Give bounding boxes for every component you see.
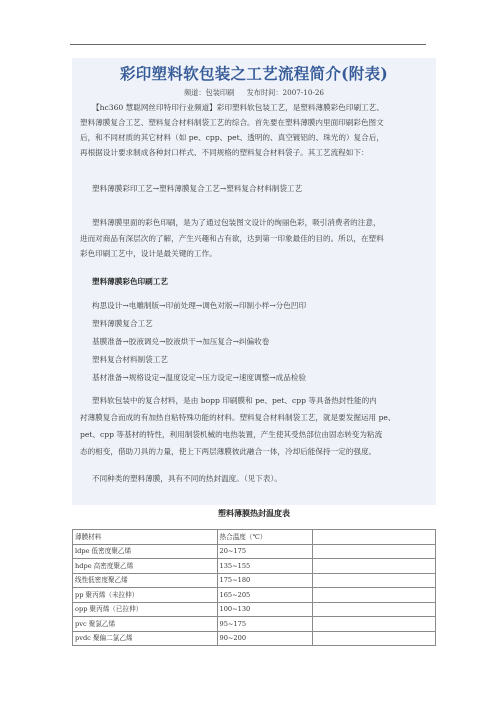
printing-line: 塑料薄膜里面的彩色印刷，是为了通过包装图文设计的绚丽色彩，吸引消费者的注意， (92, 218, 381, 227)
table-cell: opp 聚丙烯（已拉伸） (73, 602, 218, 617)
process-line: 塑料薄膜复合工艺 (92, 319, 153, 328)
table-cell (313, 631, 436, 646)
table-row (73, 573, 436, 588)
table-cell (313, 617, 436, 632)
table-row (73, 559, 436, 574)
table-cell: hdpe 高密度聚乙烯 (73, 559, 218, 574)
table-title: 塑料薄膜热封温度表 (218, 508, 290, 518)
table-header-row (73, 530, 436, 545)
table-row (73, 544, 436, 559)
table-cell: 175~180 (217, 573, 313, 588)
composite-line: pet、cpp 等基材的特性，利用制袋机械的电热装置，产生使其受热部位由固态转变为粘流 (80, 430, 383, 439)
table-cell: 线性低密度聚乙烯 (73, 573, 218, 588)
composite-line: 塑料软包装中的复合材料，是由 bopp 印刷膜和 pe、pet、cpp 等具备热封性能的内 (92, 396, 377, 405)
flow-summary: 塑料薄膜彩印工艺→塑料薄膜复合工艺→塑料复合材料制袋工艺 (92, 184, 303, 193)
table-header-cell: 热合温度（℃） (217, 530, 313, 545)
header-divider (70, 44, 426, 45)
table-cell: 135~155 (217, 559, 313, 574)
intro-line: 【hc360 慧聪网丝印特印行业频道】彩印塑料软包装工艺，是塑料薄膜彩色印刷工艺、 (92, 103, 384, 112)
table-cell (313, 588, 436, 603)
temperature-note: 不同种类的塑料薄膜，具有不同的热封温度。（见下表）。 (92, 474, 282, 483)
table-cell: ldpe 低密度聚乙烯 (73, 544, 218, 559)
section-heading: 塑料薄膜彩色印刷工艺 (92, 277, 168, 286)
process-line: 构思设计→电雕制版→印前处理→调色对版→印制小样→分色凹印 (92, 301, 307, 310)
printing-line: 彩色印刷工艺中，设计是最关键的工作。 (80, 249, 217, 258)
process-line: 塑料复合材料制袋工艺 (92, 355, 168, 364)
intro-line: 再根据设计要求制成各种封口样式、不同规格的塑料复合材料袋子。其工艺流程如下： (80, 148, 369, 157)
table-cell: 100~130 (217, 602, 313, 617)
table-cell: 90~200 (217, 631, 313, 646)
table-row (73, 602, 436, 617)
article-meta (72, 88, 436, 98)
table-cell: 95~175 (217, 617, 313, 632)
table-cell: pvc 聚氯乙烯 (73, 617, 218, 632)
channel-label: 频道：包装印刷 (183, 88, 235, 97)
table-cell (313, 559, 436, 574)
table-cell: 165~205 (217, 588, 313, 603)
process-line: 基材准备→规格设定→温度设定→压力设定→速度调整→成品检验 (92, 373, 307, 382)
process-line: 基膜准备→胶液调兑→胶液烘干→加压复合→纠偏收卷 (92, 337, 270, 346)
intro-line: 后，和不同材质的其它材料（如 pe、cpp、pet、透明的、真空镀铝的、珠光的）复合后， (80, 133, 384, 142)
table-header-cell: 薄膜材料 (73, 530, 218, 545)
table-cell: pp 聚丙烯（未拉伸） (73, 588, 218, 603)
printing-line: 进而对商品有深层次的了解，产生兴趣和占有欲，达到第一印象最佳的目的。所以，在塑料 (80, 234, 384, 243)
intro-line: 塑料薄膜复合工艺、塑料复合材料制袋工艺的综合。首先要在塑料薄膜内里面印刷彩色图文 (80, 118, 384, 127)
composite-line: 态的相变，借助刀具的力量，使上下两层薄膜彼此融合一体，冷却后能保持一定的强度。 (80, 447, 377, 456)
table-row (73, 631, 436, 646)
composite-line: 衬薄膜复合而成的有加热自粘特殊功能的材料。塑料复合材料制袋工艺，就是要发掘运用 pe、 (80, 413, 396, 422)
table-header-cell (313, 530, 436, 545)
table-cell (313, 602, 436, 617)
heat-seal-table (72, 529, 436, 646)
table-cell (313, 573, 436, 588)
table-row (73, 588, 436, 603)
table-cell: pvdc 聚偏二氯乙烯 (73, 631, 218, 646)
publish-time: 发布时间：2007-10-26 (246, 88, 324, 97)
table-cell (313, 544, 436, 559)
table-cell: 20~175 (217, 544, 313, 559)
article-title: 彩印塑料软包装之工艺流程简介(附表) (119, 64, 389, 83)
table-row (73, 617, 436, 632)
